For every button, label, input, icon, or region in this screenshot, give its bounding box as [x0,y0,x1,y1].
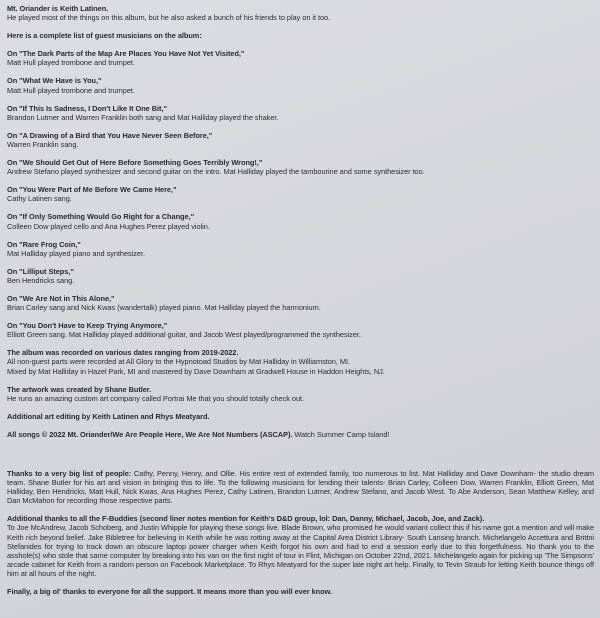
song-credits [7,49,594,339]
song-title: On "You Were Part of Me Before We Came Here," [7,185,177,195]
fbuddies-paragraph [7,514,594,578]
song-credit [7,131,594,149]
song-title: On "If Only Something Would Go Right for a Change," [7,212,195,222]
song-credit [7,49,594,67]
song-credit-text: Cathy Latinen sang. [7,194,72,204]
thanks-paragraph [7,469,594,505]
song-title: On "Rare Frog Coin," [7,239,81,249]
song-credit [7,294,594,312]
fbuddies-heading: Additional thanks to all the F-Buddies (second liner notes mention for Keith's D&D group, lol: Dan, Danny, Michael, Jacob, Joe, and Zack). [7,514,485,524]
song-credit [7,185,594,203]
song-title: On "A Drawing of a Bird that You Have Never Seen Before," [7,130,213,140]
thanks-heading: Thanks to a very big list of people: [7,469,132,478]
song-credit-text: Matt Hull played trombone and trumpet. [7,85,135,95]
song-credit-text: Brian Carley sang and Nick Kwas (wandertalk) played piano. Mat Halliday played the harmonium. [7,303,321,313]
additional-art: Additional art editing by Keith Latinen and Rhys Meatyard. [7,411,210,421]
final-thanks: Finally, a big ol' thanks to everyone for all the support. It means more than you will ever know. [7,587,333,597]
song-title: On "The Dark Parts of the Map Are Places You Have Not Yet Visited," [7,49,245,59]
copyright-note: Watch Summer Camp Island! [292,429,390,439]
song-credit [7,104,594,122]
song-credit-text: Elliott Green sang. Mat Halliday played additional guitar, and Jacob West played/programmed the synthesizer. [7,330,361,340]
song-title: On "Lilliput Steps," [7,266,74,276]
song-credit-text: Brandon Lutmer and Warren Franklin both sang and Mat Halliday played the shaker. [7,112,279,122]
song-title: On "If This Is Sadness, I Don't Like It One Bit," [7,103,167,113]
song-title: On "We Are Not in This Alone," [7,293,115,303]
copyright-line [7,430,594,439]
guest-heading: Here is a complete list of guest musicians on the album: [7,31,202,41]
song-credit [7,76,594,94]
song-credit-text: Mat Halliday played piano and synthesizer. [7,248,145,258]
song-credit-text: Andrew Stefano played synthesizer and second guitar on the intro. Mat Halliday played the tambourine and some synthesizer too. [7,167,425,177]
artwork-heading: The artwork was created by Shane Butler. [7,384,152,394]
intro-heading: Mt. Oriander is Keith Latinen. [7,4,109,13]
song-credit-text: Colleen Dow played cello and Ana Hughes Perez played violin. [7,221,210,231]
song-credit-text: Warren Franklin sang. [7,139,79,149]
song-credit [7,240,594,258]
song-credit [7,158,594,176]
song-credit [7,212,594,230]
recording-line: All non-guest parts were recorded at All Glory to the Hypnotoad Studios by Mat Halliday in Williamston, MI. [7,357,350,367]
copyright-text: All songs © 2022 Mt. Oriander/We Are People Here, We Are Not Numbers (ASCAP). [7,429,293,439]
song-credit-text: Matt Hull played trombone and trumpet. [7,58,135,68]
song-credit-text: Ben Hendricks sang. [7,275,75,285]
mixing-line: Mixed by Mat Halliday in Hazel Park, MI and mastered by Dave Downham at Gradwell House in Haddon Heights, NJ. [7,366,385,376]
artwork-line: He runs an amazing custom art company called Portrai Me that you should totally check out. [7,393,305,403]
song-credit [7,267,594,285]
song-title: On "You Don't Have to Keep Trying Anymore," [7,321,168,331]
fbuddies-text: To Joe McAndrew, Jacob Schoberg, and Justin Whipple for playing these songs live. Blade Brown, who promised he would variant collect this if his name got a mention and will make Keith rich beyond belief. Jake Bibletree for believing in Keith while he was rotting away at the Capital Area District Library- South Lansing branch. Michelangelo Accettura and Brittni Stefanides for trying to track down an obscure laptop power charger when Keith forgot his own and had to end a session early due to this forgetfulness. No thank you to the asshole(s) who stole that same computer by breaking into his van on the first night of tour in Flint, Michigan on October 22nd, 2021. Michelangelo again for picking up 'The Simpsons' arcade cabinet for Keith from a random person on Facebook Marketplace. To Rhys Meatyard for the super late night art help. Finally, to Tevin Straub for letting Keith bounce things off him at all hours of the night. [7,523,594,578]
recording-heading: The album was recorded on various dates ranging from 2019-2022. [7,348,239,358]
song-title: On "We Should Get Out of Here Before Something Goes Terribly Wrong!," [7,158,263,168]
song-credit [7,321,594,339]
intro-line: He played most of the things on this album, but he also asked a bunch of his friends to play on it too. [7,13,331,23]
song-title: On "What We Have is You," [7,76,102,86]
thanks-text: Cathy, Penny, Henry, and Ollie. His entire rest of extended family, too numerous to list. Mat Halliday and Dave Downham- the studio dream team. Shane Butler for his art and vision in bringing this to life. To the following musicians for lending their talents- Brian Carley, Colleen Dow, Warren Franklin, Elliott Green, Mat Halliday, Ben Hendricks, Matt Hull, Nick Kwas, Ana Hughes Perez, Cathy Latinen, Brandon Lutmer, Andrew Stefano, and Jacob West. To Abe Anderson, Sean Matthew Kelley, and Dan McMahon for recording those respective parts. [7,469,594,506]
